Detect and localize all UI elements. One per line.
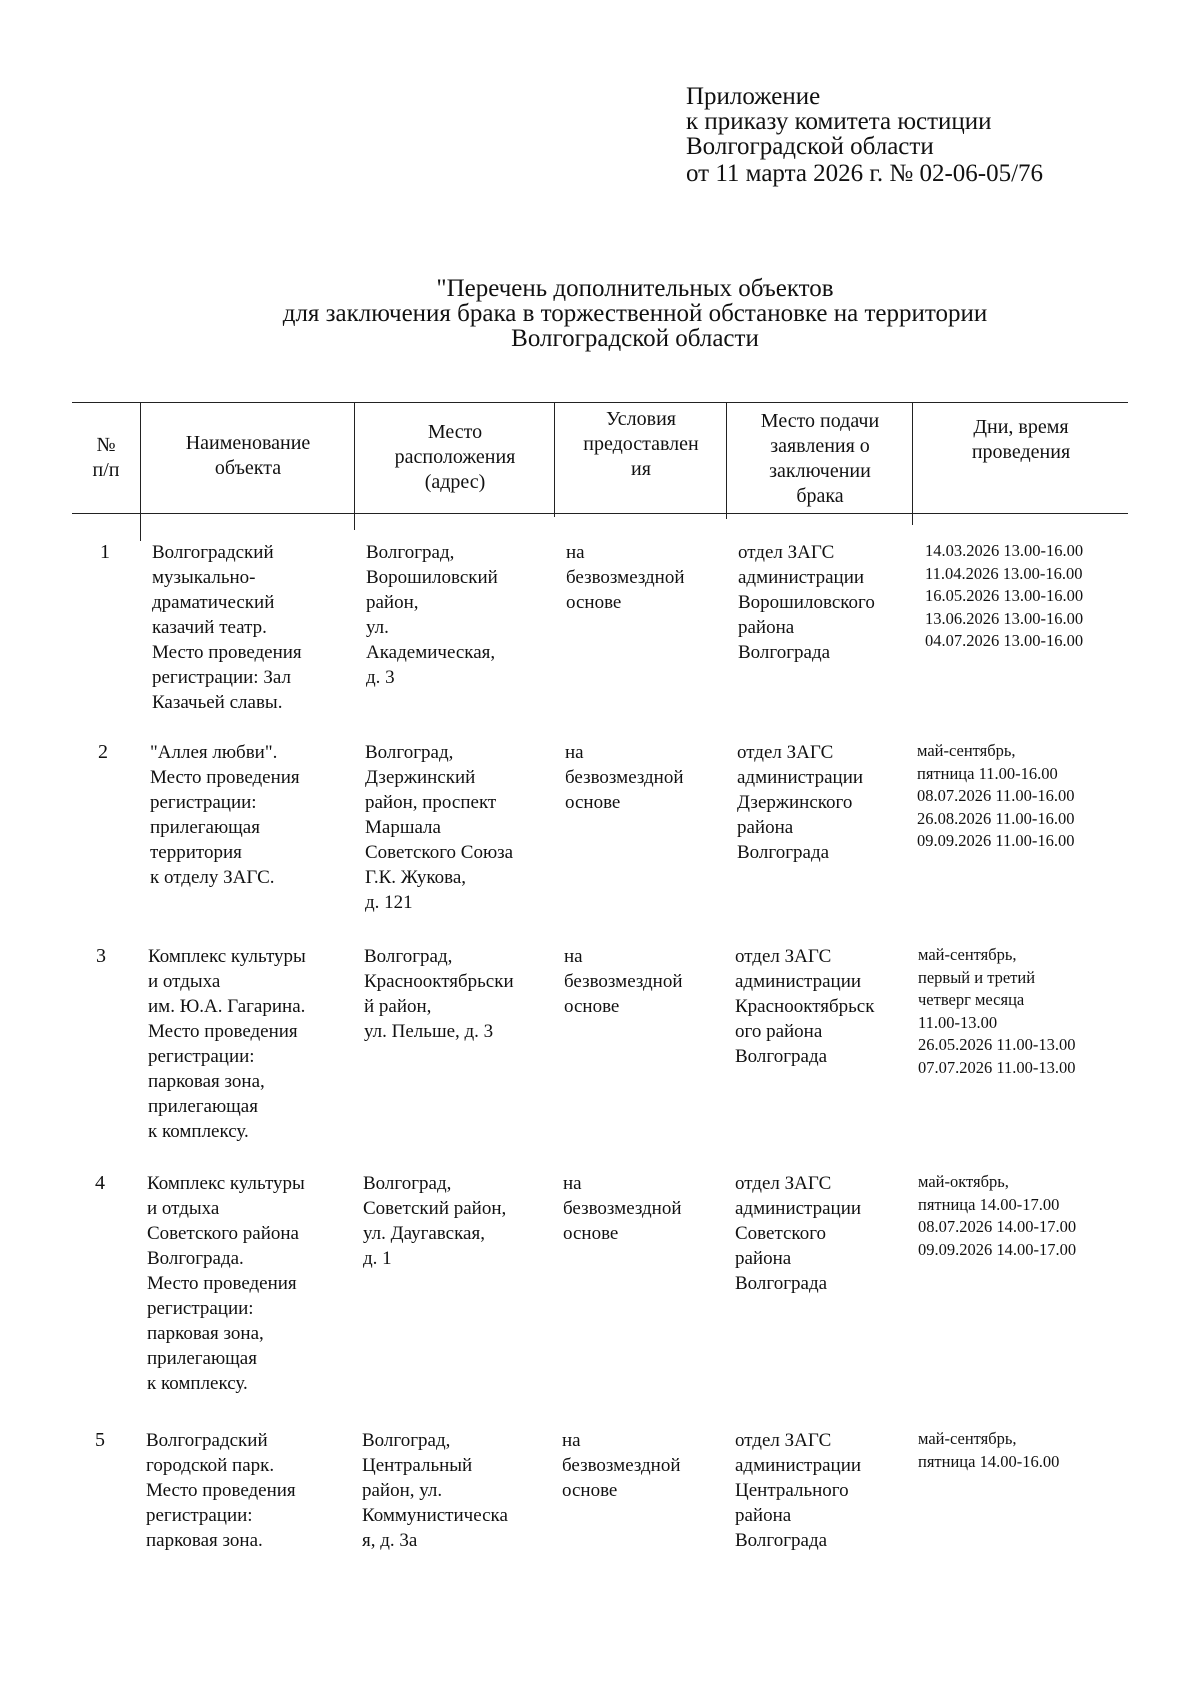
name-line: парковая зона, xyxy=(147,1323,264,1344)
name-line: Советского района xyxy=(147,1223,299,1244)
application-office xyxy=(738,540,875,665)
schedule-line: май-сентябрь, xyxy=(918,1429,1017,1448)
office-line: Центрального xyxy=(735,1480,849,1501)
office-line: администрации xyxy=(738,567,865,588)
conditions-line: безвозмездной xyxy=(566,567,685,588)
office-line: района xyxy=(738,617,795,638)
office-line: Волгограда xyxy=(735,1273,828,1294)
name-line: Волгоградский xyxy=(152,542,274,563)
column-header-name xyxy=(140,403,355,541)
office-line: отдел ЗАГС xyxy=(738,542,835,563)
name-line: Комплекс культуры xyxy=(148,946,306,967)
header-line: Место подачи xyxy=(760,410,880,432)
provision-conditions xyxy=(565,740,684,815)
address-line: ул. Пельше, д. 3 xyxy=(364,1021,494,1042)
address-line: д. 121 xyxy=(365,892,413,913)
conditions-line: основе xyxy=(564,996,620,1017)
name-line: Волгограда. xyxy=(147,1248,244,1269)
name-line: драматический xyxy=(152,592,275,613)
name-line: музыкально- xyxy=(152,567,256,588)
schedule-line: май-сентябрь, xyxy=(918,945,1017,964)
address-line: Краснооктябрьски xyxy=(364,971,514,992)
conditions-line: основе xyxy=(565,792,621,813)
column-header-number xyxy=(72,403,140,543)
conditions-line: основе xyxy=(563,1223,619,1244)
schedule-line: 26.08.2026 11.00-16.00 xyxy=(917,808,1075,828)
name-line: и отдыха xyxy=(148,971,221,992)
conditions-line: основе xyxy=(562,1480,618,1501)
title-line: для заключения брака в торжественной обстановке на территории xyxy=(282,300,988,327)
conditions-line: безвозмездной xyxy=(562,1455,681,1476)
provision-conditions xyxy=(564,944,683,1019)
object-address xyxy=(362,1428,508,1553)
schedule xyxy=(918,1171,1076,1261)
appendix-line: к приказу комитета юстиции xyxy=(686,108,992,135)
provision-conditions xyxy=(562,1428,681,1503)
conditions-line: на xyxy=(566,542,585,563)
address-line: Волгоград, xyxy=(363,1173,452,1194)
application-office xyxy=(737,740,863,865)
schedule-line: 09.09.2026 14.00-17.00 xyxy=(918,1239,1077,1259)
header-line: проведения xyxy=(971,441,1071,463)
name-line: Казачьей славы. xyxy=(152,692,283,713)
address-line: д. 3 xyxy=(366,667,395,688)
header-line: Место xyxy=(427,421,483,443)
address-line: Маршала xyxy=(365,817,441,838)
name-line: регистрации: xyxy=(148,1046,255,1067)
header-line: Наименование xyxy=(185,432,311,454)
header-line: № xyxy=(96,434,116,456)
office-line: района xyxy=(735,1505,792,1526)
address-line: Дзержинский xyxy=(365,767,476,788)
application-office xyxy=(735,1428,861,1553)
address-line: Волгоград, xyxy=(364,946,453,967)
column-header-address xyxy=(354,403,555,530)
office-line: администрации xyxy=(735,1455,862,1476)
office-line: администрации xyxy=(735,1198,862,1219)
object-name xyxy=(150,740,300,890)
object-address xyxy=(364,944,514,1044)
address-line: Коммунистическа xyxy=(362,1505,508,1526)
address-line: Советский район, xyxy=(363,1198,507,1219)
name-line: прилегающая xyxy=(147,1348,257,1369)
document-title xyxy=(0,276,1200,351)
name-line: городской парк. xyxy=(146,1455,275,1476)
name-line: Место проведения xyxy=(146,1480,296,1501)
office-line: Краснооктябрьск xyxy=(735,996,875,1017)
appendix-line: Приложение xyxy=(686,83,821,110)
name-line: и отдыха xyxy=(147,1198,220,1219)
name-line: прилегающая xyxy=(148,1096,258,1117)
application-office xyxy=(735,944,874,1069)
conditions-line: безвозмездной xyxy=(565,767,684,788)
object-address xyxy=(363,1171,506,1271)
order-date: от 11 марта 2026 г. № 02-06-05/76 xyxy=(686,160,1044,187)
name-line: прилегающая xyxy=(150,817,260,838)
schedule-line: 09.09.2026 11.00-16.00 xyxy=(917,831,1075,850)
address-line: ул. Даугавская, xyxy=(363,1223,485,1244)
name-line: Волгоградский xyxy=(146,1430,268,1451)
name-line: Место проведения xyxy=(150,767,300,788)
office-line: Волгограда xyxy=(738,642,831,663)
row-number: 5 xyxy=(95,1429,105,1451)
schedule-line: 11.04.2026 13.00-16.00 xyxy=(925,563,1083,583)
office-line: отдел ЗАГС xyxy=(735,1430,832,1451)
name-line: "Аллея любви". xyxy=(150,742,278,763)
schedule-line: 08.07.2026 11.00-16.00 xyxy=(917,786,1075,805)
row-number: 4 xyxy=(95,1172,105,1194)
name-line: Комплекс культуры xyxy=(147,1173,305,1194)
conditions-line: на xyxy=(563,1173,582,1194)
header-line: ия xyxy=(631,458,651,480)
schedule xyxy=(917,740,1075,853)
schedule xyxy=(918,1428,1059,1473)
address-line: Волгоград, xyxy=(366,542,455,563)
schedule-line: 16.05.2026 13.00-16.00 xyxy=(925,586,1084,605)
appendix-header xyxy=(686,84,1043,186)
header-line: объекта xyxy=(214,457,282,479)
conditions-line: безвозмездной xyxy=(564,971,683,992)
address-line: район, xyxy=(366,592,419,613)
schedule-line: 08.07.2026 14.00-17.00 xyxy=(918,1217,1077,1236)
object-name xyxy=(148,944,306,1144)
office-line: отдел ЗАГС xyxy=(735,1173,832,1194)
column-header-schedule xyxy=(912,403,1129,525)
object-address xyxy=(365,740,513,915)
name-line: казачий театр. xyxy=(152,617,267,638)
address-line: й район, xyxy=(364,996,432,1017)
address-line: Академическая, xyxy=(366,642,496,663)
address-line: Советского Союза xyxy=(365,842,514,863)
schedule-line: 14.03.2026 13.00-16.00 xyxy=(925,541,1084,560)
office-line: района xyxy=(737,817,794,838)
header-line: заявления о xyxy=(770,435,870,457)
schedule-line: пятница 14.00-17.00 xyxy=(918,1194,1060,1214)
header-line: расположения xyxy=(394,446,516,468)
name-line: Место проведения xyxy=(152,642,302,663)
office-line: Волгограда xyxy=(737,842,830,863)
name-line: территория xyxy=(150,842,242,863)
office-line: Дзержинского xyxy=(737,792,853,813)
row-number: 2 xyxy=(98,741,108,763)
office-line: отдел ЗАГС xyxy=(737,742,834,763)
name-line: регистрации: xyxy=(147,1298,254,1319)
office-line: Советского xyxy=(735,1223,827,1244)
address-line: Волгоград, xyxy=(365,742,454,763)
column-header-office xyxy=(726,403,913,519)
schedule-line: пятница 14.00-16.00 xyxy=(918,1451,1060,1471)
address-line: д. 1 xyxy=(363,1248,392,1269)
conditions-line: на xyxy=(565,742,584,763)
schedule-line: первый и третий xyxy=(918,967,1036,987)
name-line: к комплексу. xyxy=(147,1373,248,1394)
conditions-line: безвозмездной xyxy=(563,1198,682,1219)
header-line: Условия xyxy=(606,408,676,430)
table-header xyxy=(72,402,1128,514)
office-line: отдел ЗАГС xyxy=(735,946,832,967)
name-line: Место проведения xyxy=(148,1021,298,1042)
schedule-line: 13.06.2026 13.00-16.00 xyxy=(925,608,1084,628)
name-line: регистрации: Зал xyxy=(152,667,291,688)
schedule-line: 26.05.2026 11.00-13.00 xyxy=(918,1035,1076,1054)
address-line: район, проспект xyxy=(365,792,497,813)
office-line: Волгограда xyxy=(735,1046,828,1067)
object-name xyxy=(147,1171,305,1396)
address-line: Центральный xyxy=(362,1455,473,1476)
address-line: я, д. 3а xyxy=(362,1530,418,1551)
schedule-line: 07.07.2026 11.00-13.00 xyxy=(918,1057,1076,1077)
provision-conditions xyxy=(563,1171,682,1246)
name-line: парковая зона. xyxy=(146,1530,263,1551)
header-line: Дни, время xyxy=(973,416,1069,438)
office-line: Волгограда xyxy=(735,1530,828,1551)
schedule-line: четверг месяца xyxy=(918,990,1025,1009)
object-name xyxy=(146,1428,296,1553)
header-line: (адрес) xyxy=(424,471,486,493)
row-number: 1 xyxy=(100,541,110,563)
address-line: район, ул. xyxy=(362,1480,443,1501)
row-number: 3 xyxy=(96,945,106,967)
office-line: ого района xyxy=(735,1021,823,1042)
header-line: брака xyxy=(796,485,844,507)
column-header-conditions xyxy=(554,403,727,517)
schedule-line: май-октябрь, xyxy=(918,1172,1009,1191)
name-line: регистрации: xyxy=(146,1505,253,1526)
name-line: парковая зона, xyxy=(148,1071,265,1092)
address-line: Волгоград, xyxy=(362,1430,451,1451)
address-line: Г.К. Жукова, xyxy=(365,867,467,888)
object-name xyxy=(152,540,302,715)
office-line: района xyxy=(735,1248,792,1269)
schedule-line: 11.00-13.00 xyxy=(918,1012,998,1032)
name-line: регистрации: xyxy=(150,792,257,813)
name-line: Место проведения xyxy=(147,1273,297,1294)
object-address xyxy=(366,540,498,690)
schedule-line: май-сентябрь, xyxy=(917,741,1016,760)
title-line: "Перечень дополнительных объектов xyxy=(436,275,834,302)
conditions-line: на xyxy=(562,1430,581,1451)
office-line: администрации xyxy=(735,971,862,992)
application-office xyxy=(735,1171,861,1296)
address-line: Ворошиловский xyxy=(366,567,498,588)
schedule-line: пятница 11.00-16.00 xyxy=(917,763,1058,783)
office-line: администрации xyxy=(737,767,864,788)
header-line: п/п xyxy=(92,459,120,481)
header-line: предоставлен xyxy=(583,433,699,455)
schedule-line: 04.07.2026 13.00-16.00 xyxy=(925,631,1084,650)
title-line: Волгоградской области xyxy=(511,325,759,352)
schedule xyxy=(918,944,1076,1079)
schedule xyxy=(925,540,1083,653)
name-line: к комплексу. xyxy=(148,1121,249,1142)
provision-conditions xyxy=(566,540,685,615)
name-line: им. Ю.А. Гагарина. xyxy=(148,996,306,1017)
appendix-line: Волгоградской области xyxy=(686,133,934,160)
header-line: заключении xyxy=(769,460,871,482)
address-line: ул. xyxy=(366,617,389,638)
conditions-line: на xyxy=(564,946,583,967)
name-line: к отделу ЗАГС. xyxy=(150,867,275,888)
conditions-line: основе xyxy=(566,592,622,613)
office-line: Ворошиловского xyxy=(738,592,875,613)
